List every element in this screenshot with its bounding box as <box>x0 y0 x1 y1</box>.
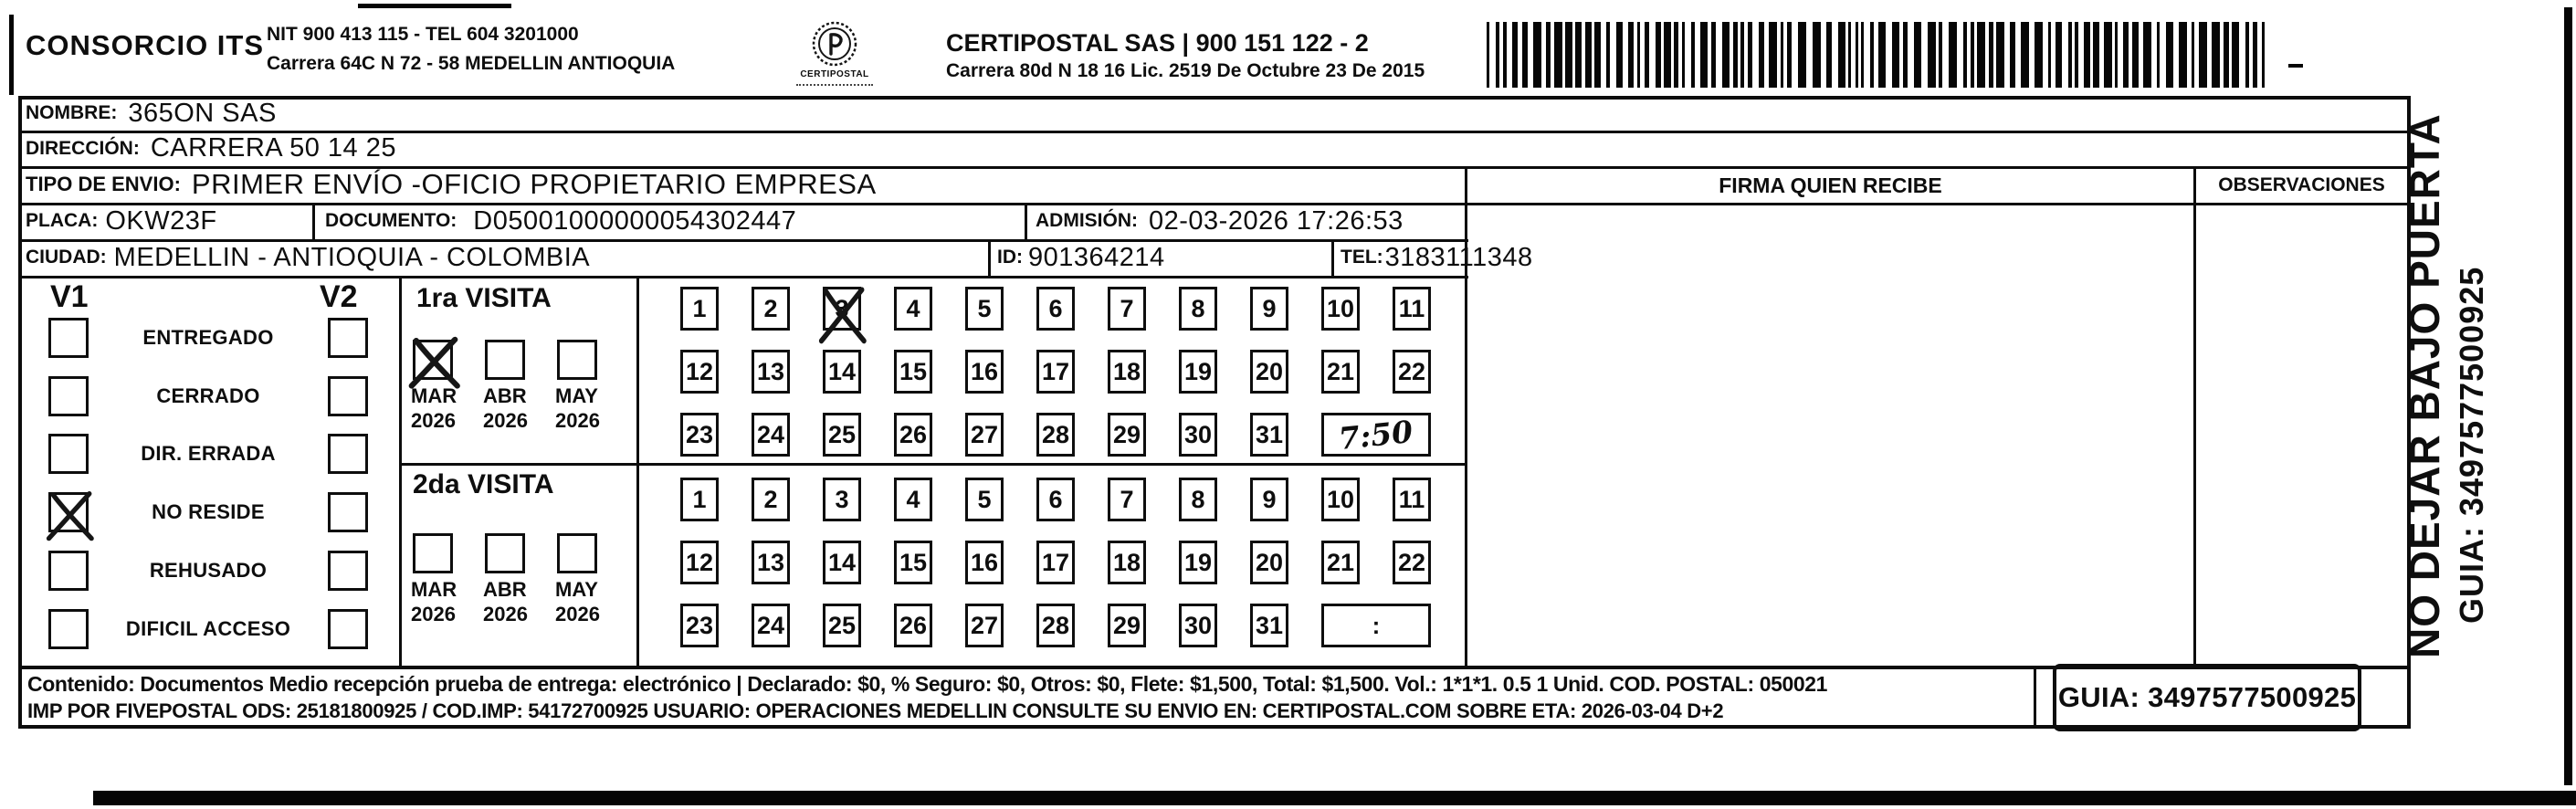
day-row <box>680 541 1475 584</box>
day-number: 12 <box>685 548 714 576</box>
time-colon-placeholder: : <box>1372 611 1381 639</box>
day-cell <box>894 604 932 647</box>
field-label: ADMISIÓN: <box>1036 210 1138 231</box>
logo-subline <box>796 84 873 86</box>
day-number: 19 <box>1183 548 1213 576</box>
checkbox <box>328 609 368 649</box>
side-strip <box>2400 78 2564 689</box>
day-number: 16 <box>970 548 999 576</box>
field-admision <box>1036 203 1404 239</box>
checkbox <box>48 609 89 649</box>
day-row <box>680 413 1475 457</box>
day-number: 3 <box>835 485 849 513</box>
day-number: 21 <box>1326 357 1355 385</box>
day-cell <box>1179 413 1217 457</box>
checkbox <box>48 376 89 416</box>
day-cell <box>1250 413 1288 457</box>
certipostal-name: CERTIPOSTAL SAS | 900 151 122 - 2 <box>946 29 1369 57</box>
day-cell <box>1321 478 1360 521</box>
day-row <box>680 287 1475 331</box>
handwritten-x-mark <box>818 285 869 343</box>
day-cell <box>894 541 932 584</box>
day-number: 21 <box>1326 548 1355 576</box>
day-number: 6 <box>1048 294 1063 322</box>
day-cell <box>1036 478 1075 521</box>
day-cell <box>1179 350 1217 394</box>
day-number: 9 <box>1262 485 1277 513</box>
day-cell <box>894 350 932 394</box>
day-number: 4 <box>906 485 920 513</box>
month-label: MAY <box>555 578 598 601</box>
day-number: 1 <box>692 485 707 513</box>
field-value: MEDELLIN - ANTIOQUIA - COLOMBIA <box>113 242 591 272</box>
time-cell <box>1321 413 1431 457</box>
day-number: 24 <box>756 611 785 639</box>
month-label: MAR <box>411 578 457 601</box>
day-cell <box>1321 287 1360 331</box>
day-number: 11 <box>1398 485 1425 513</box>
checkbox <box>48 434 89 474</box>
month-label: MAY <box>555 384 598 407</box>
field-value: 901364214 <box>1028 242 1165 272</box>
day-cell <box>965 287 1004 331</box>
day-number: 11 <box>1398 294 1425 322</box>
field-label: DOCUMENTO: <box>325 210 457 231</box>
day-number: 14 <box>827 357 857 385</box>
visit-title: 1ra VISITA <box>416 283 552 313</box>
guia-vertical-text: GUIA: 3497577500925 <box>2453 266 2490 624</box>
logo-caption: CERTIPOSTAL <box>800 69 869 79</box>
observaciones-area <box>2196 205 2407 666</box>
day-cell <box>894 287 932 331</box>
day-number: 30 <box>1183 611 1213 639</box>
day-cell <box>1108 478 1146 521</box>
day-cell <box>823 541 861 584</box>
visit-months <box>411 340 627 433</box>
month-column <box>411 340 483 433</box>
status-row <box>18 426 399 484</box>
day-number: 23 <box>685 420 714 448</box>
day-number: 8 <box>1191 485 1205 513</box>
day-number: 31 <box>1255 611 1284 639</box>
day-number: 17 <box>1041 548 1070 576</box>
year-label: 2026 <box>555 603 600 625</box>
day-number: 6 <box>1048 485 1063 513</box>
status-option-label: REHUSADO <box>149 559 268 583</box>
day-cell <box>1179 604 1217 647</box>
year-label: 2026 <box>411 409 456 432</box>
day-cell <box>1108 350 1146 394</box>
certipostal-logo-icon <box>807 20 908 74</box>
day-cell <box>1321 541 1360 584</box>
day-number: 28 <box>1041 420 1070 448</box>
day-number: 14 <box>827 548 857 576</box>
day-number: 16 <box>970 357 999 385</box>
day-cell <box>1036 604 1075 647</box>
month-column <box>483 340 555 433</box>
status-row <box>18 309 399 367</box>
checkbox <box>328 551 368 591</box>
day-cell <box>1036 287 1075 331</box>
day-cell <box>1179 287 1217 331</box>
field-nombre <box>26 96 277 131</box>
month-column <box>555 340 627 433</box>
day-number: 20 <box>1255 357 1284 385</box>
status-option-label: DIR. ERRADA <box>141 442 276 466</box>
firma-signature-area <box>1467 205 2193 666</box>
handwritten-x-mark <box>46 489 97 541</box>
day-cell <box>1108 541 1146 584</box>
day-cell <box>1321 350 1360 394</box>
scan-artifact-right-bar <box>2564 7 2572 785</box>
scan-artifact-left-tick <box>9 15 14 95</box>
day-number: 25 <box>827 420 857 448</box>
day-cell <box>965 604 1004 647</box>
day-cell <box>1393 287 1431 331</box>
checkbox <box>48 492 89 532</box>
day-number: 22 <box>1397 548 1426 576</box>
day-cell <box>965 478 1004 521</box>
day-number: 10 <box>1326 485 1355 513</box>
day-cell <box>1179 478 1217 521</box>
day-cell <box>1036 413 1075 457</box>
barcode <box>1487 22 2274 88</box>
year-label: 2026 <box>483 409 528 432</box>
status-row <box>18 541 399 600</box>
visit-day-grid <box>680 478 1475 647</box>
no-dejar-bajo-puerta-warning: NO DEJAR BAJO PUERTA <box>2401 113 2448 658</box>
day-row <box>680 350 1475 394</box>
status-option-label: ENTREGADO <box>142 325 274 349</box>
day-cell <box>1393 478 1431 521</box>
guia-number-box: GUIA: 3497577500925 <box>2053 664 2361 731</box>
day-cell <box>1393 350 1431 394</box>
observaciones-header: OBSERVACIONES <box>2218 174 2385 195</box>
firma-header: FIRMA QUIEN RECIBE <box>1719 173 1942 197</box>
field-value: CARRERA 50 14 25 <box>150 133 396 163</box>
scan-artifact-bottom-bar <box>93 791 2576 805</box>
day-cell <box>752 478 790 521</box>
visit-title: 2da VISITA <box>413 469 554 499</box>
field-label: TEL: <box>1341 247 1383 268</box>
checkbox <box>557 340 597 380</box>
checkbox <box>48 551 89 591</box>
status-option-label: DIFICIL ACCESO <box>125 616 291 640</box>
day-cell <box>1108 287 1146 331</box>
day-number: 28 <box>1041 611 1070 639</box>
status-option-label: NO RESIDE <box>152 500 265 524</box>
field-value: D05001000000054302447 <box>473 205 797 236</box>
day-cell <box>752 541 790 584</box>
checkbox <box>413 340 453 380</box>
scan-artifact-obs-dash <box>2288 64 2303 68</box>
field-id <box>997 239 1165 276</box>
day-number: 13 <box>756 357 785 385</box>
day-number: 19 <box>1183 357 1213 385</box>
day-cell <box>823 350 861 394</box>
month-column <box>483 533 555 626</box>
day-cell <box>680 413 719 457</box>
day-cell <box>1036 541 1075 584</box>
day-number: 7 <box>1120 485 1134 513</box>
v2-header: V2 <box>320 279 358 314</box>
day-number: 29 <box>1112 611 1141 639</box>
field-value: OKW23F <box>105 205 217 236</box>
field-documento <box>325 203 796 239</box>
year-label: 2026 <box>483 603 528 625</box>
day-number: 3 <box>835 294 849 322</box>
day-number: 2 <box>763 294 778 322</box>
checkbox <box>328 376 368 416</box>
day-cell <box>894 413 932 457</box>
company-name: CONSORCIO ITS <box>26 29 265 61</box>
day-number: 10 <box>1326 294 1355 322</box>
day-cell <box>752 604 790 647</box>
field-label: ID: <box>997 247 1023 268</box>
day-cell <box>680 541 719 584</box>
day-cell <box>823 478 861 521</box>
day-number: 5 <box>977 485 992 513</box>
day-number: 7 <box>1120 294 1134 322</box>
day-cell <box>680 350 719 394</box>
day-cell <box>823 287 861 331</box>
day-number: 13 <box>756 548 785 576</box>
day-cell <box>752 350 790 394</box>
footer-contenido-line: Contenido: Documentos Medio recepción prueba de entrega: electrónico | Declarado: $0, % Seguro: $0, Otros: $0, Flete: $1,500, Total: $1,500. Vol.: 1*1*1. 0.5 1 Unid. COD. POSTAL: 050021 <box>27 672 1828 696</box>
day-number: 2 <box>763 485 778 513</box>
day-cell <box>894 478 932 521</box>
field-direccion <box>26 131 396 166</box>
day-row <box>680 604 1475 647</box>
day-cell <box>1179 541 1217 584</box>
checkbox <box>48 318 89 358</box>
day-number: 12 <box>685 357 714 385</box>
day-number: 26 <box>899 420 928 448</box>
status-row <box>18 367 399 426</box>
field-value: 365ON SAS <box>128 98 277 128</box>
day-number: 25 <box>827 611 857 639</box>
day-cell <box>1250 604 1288 647</box>
day-number: 24 <box>756 420 785 448</box>
status-option-label: CERRADO <box>156 383 260 407</box>
status-row <box>18 600 399 658</box>
month-label: ABR <box>483 384 527 407</box>
certipostal-address: Carrera 80d N 18 16 Lic. 2519 De Octubre 23 De 2015 <box>946 60 1425 81</box>
day-row <box>680 478 1475 521</box>
month-column <box>555 533 627 626</box>
field-label: TIPO DE ENVIO: <box>26 173 181 195</box>
day-cell <box>965 350 1004 394</box>
field-label: DIRECCIÓN: <box>26 137 140 159</box>
month-label: MAR <box>411 384 457 407</box>
day-number: 22 <box>1397 357 1426 385</box>
day-cell <box>1036 350 1075 394</box>
month-column <box>411 533 483 626</box>
day-number: 9 <box>1262 294 1277 322</box>
day-cell <box>680 287 719 331</box>
checkbox <box>413 533 453 573</box>
field-label: PLACA: <box>26 210 99 231</box>
field-value: 3183111348 <box>1384 242 1533 272</box>
day-cell <box>752 413 790 457</box>
day-number: 31 <box>1255 420 1284 448</box>
day-cell <box>1108 413 1146 457</box>
day-number: 26 <box>899 611 928 639</box>
day-number: 20 <box>1255 548 1284 576</box>
day-number: 5 <box>977 294 992 322</box>
day-number: 29 <box>1112 420 1141 448</box>
field-ciudad <box>26 239 590 276</box>
field-value: PRIMER ENVÍO -OFICIO PROPIETARIO EMPRESA <box>191 168 877 200</box>
status-row <box>18 483 399 541</box>
status-options-list <box>18 309 399 658</box>
company-address-line: Carrera 64C N 72 - 58 MEDELLIN ANTIOQUIA <box>267 53 676 74</box>
footer-imp-line: IMP POR FIVEPOSTAL ODS: 25181800925 / COD.IMP: 54172700925 USUARIO: OPERACIONES MEDELLIN CONSULTE SU ENVIO EN: CERTIPOSTAL.COM SOBRE ETA: 2026-03-04 D+2 <box>27 699 1724 722</box>
month-label: ABR <box>483 578 527 601</box>
handwritten-time: 7:50 <box>1337 413 1415 457</box>
field-label: CIUDAD: <box>26 247 107 268</box>
v1-header: V1 <box>50 279 89 314</box>
day-number: 18 <box>1112 548 1141 576</box>
handwritten-x-mark <box>408 335 463 388</box>
day-cell <box>1250 287 1288 331</box>
day-number: 27 <box>970 420 999 448</box>
checkbox <box>328 492 368 532</box>
day-cell <box>680 478 719 521</box>
checkbox <box>328 318 368 358</box>
year-label: 2026 <box>411 603 456 625</box>
year-label: 2026 <box>555 409 600 432</box>
visit-day-grid <box>680 287 1475 457</box>
day-cell <box>965 541 1004 584</box>
checkbox <box>485 340 525 380</box>
day-cell <box>1250 541 1288 584</box>
day-cell <box>1393 541 1431 584</box>
scan-artifact-top-dash <box>358 4 511 8</box>
field-value: 02-03-2026 17:26:53 <box>1149 205 1404 236</box>
day-number: 18 <box>1112 357 1141 385</box>
field-label: NOMBRE: <box>26 102 118 123</box>
day-cell <box>1250 478 1288 521</box>
checkbox <box>557 533 597 573</box>
day-number: 30 <box>1183 420 1213 448</box>
company-nit-line: NIT 900 413 115 - TEL 604 3201000 <box>267 24 579 45</box>
day-number: 15 <box>899 357 928 385</box>
time-cell <box>1321 604 1431 647</box>
day-cell <box>965 413 1004 457</box>
day-cell <box>823 413 861 457</box>
day-cell <box>680 604 719 647</box>
day-number: 27 <box>970 611 999 639</box>
day-cell <box>823 604 861 647</box>
checkbox <box>485 533 525 573</box>
checkbox <box>328 434 368 474</box>
day-cell <box>1250 350 1288 394</box>
day-number: 8 <box>1191 294 1205 322</box>
visit-months <box>411 533 627 626</box>
day-number: 17 <box>1041 357 1070 385</box>
day-cell <box>752 287 790 331</box>
field-tipo-envio <box>26 166 877 203</box>
day-number: 15 <box>899 548 928 576</box>
day-number: 1 <box>692 294 707 322</box>
day-number: 23 <box>685 611 714 639</box>
field-placa <box>26 203 217 239</box>
day-cell <box>1108 604 1146 647</box>
day-number: 4 <box>906 294 920 322</box>
